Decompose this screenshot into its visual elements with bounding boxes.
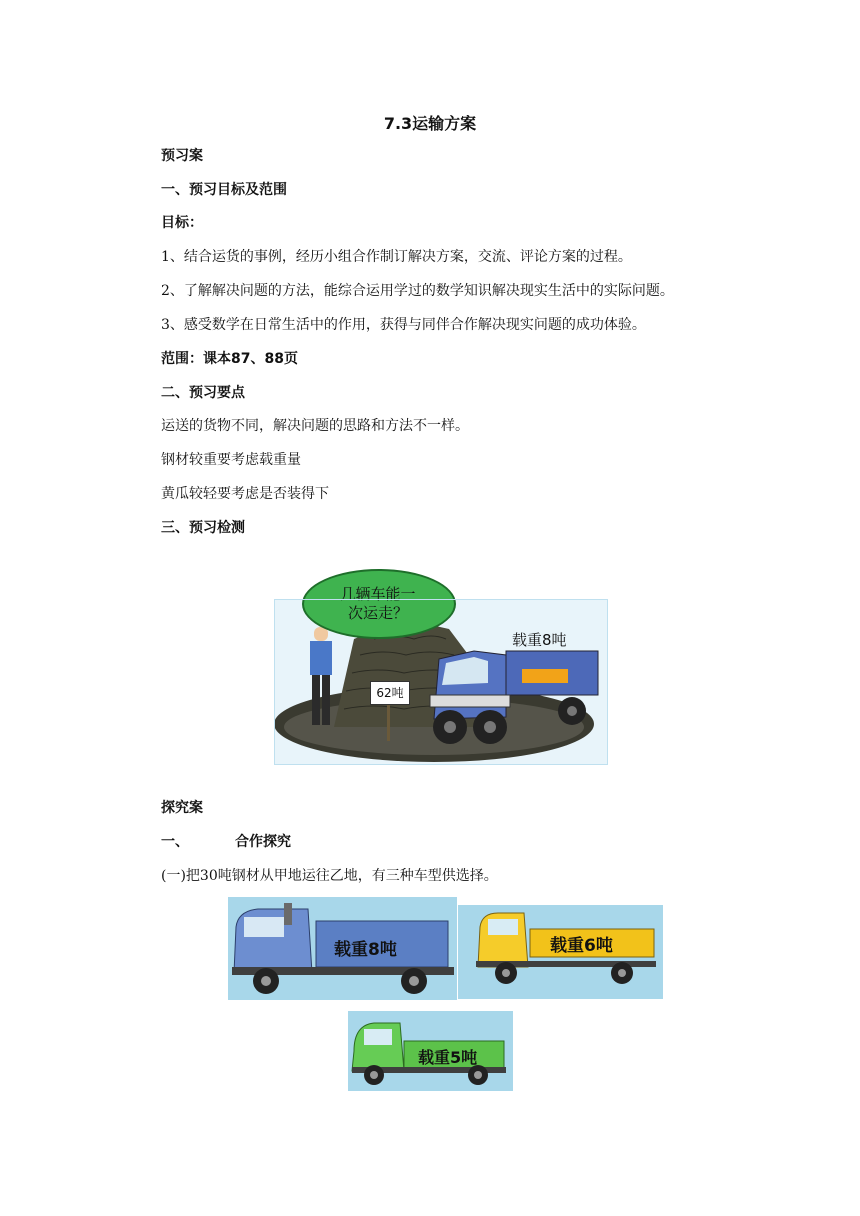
cooperative-section-heading [161, 832, 291, 852]
scope-line: 范围：课本87、88页 [161, 351, 298, 367]
bubble-line-2: 次运走？ [347, 604, 408, 622]
section-number: 一、 [161, 834, 189, 850]
goals-label: 目标： [161, 215, 203, 231]
truck-5-ton-label: 载重5吨 [418, 1048, 478, 1067]
section-3-heading: 三、预习检测 [161, 520, 245, 536]
section-2-heading: 二、预习要点 [161, 385, 245, 401]
goal-item: 1、结合运货的事例，经历小组合作制订解决方案，交流、评论方案的过程。 [161, 249, 632, 265]
truck-8-ton-label: 载重8吨 [334, 940, 397, 960]
goal-item: 3、感受数学在日常生活中的作用，获得与同伴合作解决现实问题的成功体验。 [161, 317, 646, 333]
truck-load-label: 载重8吨 [512, 631, 567, 649]
bubble-line-1: 几辆车能一 [340, 585, 416, 603]
illustration-frame [274, 599, 608, 765]
preview-heading: 预习案 [161, 148, 203, 164]
point-item: 运送的货物不同，解决问题的思路和方法不一样。 [161, 418, 469, 434]
problem-statement: (一)把30吨钢材从甲地运往乙地，有三种车型供选择。 [161, 868, 498, 884]
section-1-heading: 一、预习目标及范围 [161, 182, 287, 198]
section-title: 合作探究 [235, 834, 291, 850]
truck-5-ton-image [348, 1011, 513, 1091]
point-item: 钢材较重要考虑载重量 [161, 452, 301, 468]
explore-heading: 探究案 [161, 800, 203, 816]
truck-8-ton-image [228, 897, 457, 1000]
cargo-truck-illustration [274, 585, 608, 765]
cargo-weight-sign: 62吨 [370, 681, 410, 705]
truck-6-ton-label: 载重6吨 [550, 936, 613, 956]
page-title: 7.3运输方案 [383, 114, 477, 133]
goal-item: 2、了解解决问题的方法，能综合运用学过的数学知识解决现实生活中的实际问题。 [161, 283, 674, 299]
truck-6-ton-image [458, 905, 663, 999]
point-item: 黄瓜较轻要考虑是否装得下 [161, 486, 329, 502]
